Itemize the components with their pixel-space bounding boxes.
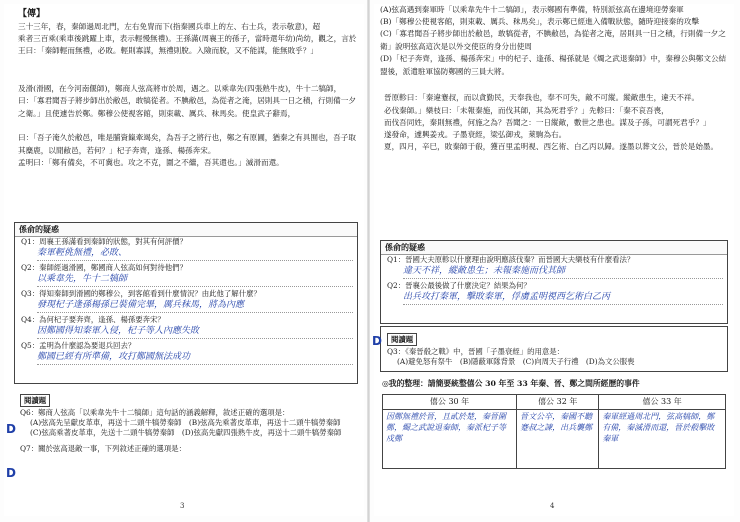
summary-cell: 因鄭無禮於晉，且貳於楚，秦晉圍鄭，燭之武說退秦師，秦派杞子等戍鄭 [383,410,517,469]
passage-line: 遂發命，遽興姜戎。子墨衰絰，梁弘御戎，萊駒為右。 [384,130,567,140]
reading-item: Q3：《秦晉殽之戰》中，晉國「子墨衰絰」的用意是： [387,347,565,356]
option-line: (C)「寡君聞吾子將步師出於敝邑，敢犒從者，不腆敝邑，為從者之淹，居則具一日之積，行則備一夕之衛」說明弦高這次是以外交使臣的身分出使周 [380,29,726,51]
handwritten-answer: 違天不祥，縱敵患生；未報秦施而伐其師 [403,265,723,279]
reading-tag: 閱讀題 [387,333,417,346]
handwritten-answer: 鄭國已經有所準備，攻打鄭國無法成功 [37,351,353,365]
reading-option: (A)避免怒有祭牛 (B)隱蔽軍隊背景 (C)向周天子行禮 (D)為文公服喪 [397,357,635,366]
question: Q2：晉襄公最後做了什麼決定？結果為何？ [387,281,531,290]
passage-line: 曰：「吾子淹久於敝邑，唯是脯資餼牽竭矣，為吾子之將行也，鄭之有原圃，猶秦之有具囿也，吾子取其麋鹿，以閒敝邑，若何？」杞子奔齊，逢孫、楊孫奔宋。 [18,133,356,155]
option-line: (B)「鄭穆公使視客館，則束載、厲兵、秣馬矣」，表示鄭已經進入備戰狀態，隨時迎接秦的攻擊 [380,17,700,27]
reading-option: (A)弦高先呈獻皮革車，再送十二頭牛犒勞秦師 (B)弦高先乘著皮革車，再送十二頭牛犒勞秦師 [30,418,341,427]
summary-col-header: 僖公 30 年 [383,395,517,410]
passage-line: 乘者三百乘(乘車後跳躍上車，表示輕慢無禮)。王孫滿(周襄王的孫子，當時還年幼)尚幼，觀之，言於王曰：「秦師輕而無禮，必敗。輕則寡謀，無禮則脫。入險而脫，又不能謀，能無敗乎？」 [18,34,357,56]
question: Q2：秦師經過滑國，鄭國商人弦高如何對待他們？ [21,263,187,272]
right-reading-box [380,326,728,372]
answer-mark: D [372,334,382,348]
box-title: 係俞的疑惑 [15,223,357,237]
question: Q4：為何杞子要奔齊，逢孫、楊孫要奔宋？ [21,315,165,324]
left-question-box [14,222,358,384]
question: Q1：周襄王孫滿看到秦師的狀態，對其有何評價？ [21,237,187,246]
left-page [4,4,364,516]
left-reading-box [14,388,356,496]
right-passage [384,92,728,166]
book-gutter [367,0,370,522]
answer-mark: D [6,466,16,480]
right-options [380,4,728,78]
passage-line: 晉原軫曰：「秦違蹇叔，而以貪勤民，天奉我也，奉不可失，敵不可縱。縱敵患生，違天不祥。 [384,93,700,103]
right-page [374,4,734,516]
question: Q3：得知秦師到滑國的鄭穆公，到客館看到什麼情況？由此他了解什麼？ [21,289,261,298]
box-title: 係俞的疑惑 [381,241,727,255]
page-number: 3 [180,502,185,510]
question: Q1：晉國大夫原軫以什麼理由說明應該伐秦？而晉國大夫欒枝有什麼看法？ [387,255,635,264]
passage-line: 曰：「寡君聞吾子將步師出於敝邑，敢犒從者。不腆敝邑，為從者之淹，居則具一日之積，行則備一夕之衛。」且使遽告於鄭。鄭穆公使視客館，則束載、厲兵、秣馬矣。使皇武子辭焉， [18,96,356,118]
passage-line: 夏，四月，辛巳，敗秦師于殽，獲百里孟明視、西乞術、白乙丙以歸。遂墨以葬文公，晉於是始墨。 [384,142,719,152]
passage-line: 三十三年，春，秦師過周北門，左右免冑而下(指秦國兵車上的左、右士兵，表示敬意)，超 [18,22,321,31]
reading-item: Q6：鄭商人弦高「以乘韋先牛十二犒師」這句話的涵義解釋，敘述正確的選項是： [20,408,290,417]
passage-line: 而伐吾同姓，秦則無禮，何施之為？吾聞之：一日縱敵，數世之患也。謀及子孫，可謂死君乎？」 [384,117,711,127]
handwritten-answer: 發現杞子逢孫楊孫已裝備完畢，厲兵秣馬，將為內應 [37,299,353,313]
handwritten-answer: 秦軍輕佻無禮，必敗、 [37,247,353,261]
passage-line: 必伐秦師。」欒枝曰：「未報秦施，而伐其師，其為死君乎？」先軫曰：「秦不哀吾喪， [384,105,669,115]
reading-tag: 閱讀題 [20,394,50,407]
right-question-box [380,240,728,324]
page-number: 4 [550,502,555,510]
option-line: (A)弦高遇到秦軍時「以乘韋先牛十二犒師」，表示鄭國有準備，特別派弦高在邊境迎勞秦軍 [380,5,684,14]
summary-table [382,394,726,469]
summary-cell: 晉文公卒，秦國不聽蹇叔之諫，出兵襲鄭 [517,410,599,469]
handwritten-answer: 因鄭國得知秦軍入侵，杞子等人內應失敗 [37,325,353,339]
question: Q5：孟明為什麼認為要退兵回去？ [21,341,136,350]
left-passage [18,21,358,170]
passage-line: 孟明曰：「鄭有備矣，不可冀也。攻之不克，圍之不繼，吾其還也。」滅滑而還。 [18,158,284,168]
reading-option: (C)弦高乘著皮革車，先送十二頭牛犒勞秦師 (D)弦高先獻四張熟牛皮，再送十二頭牛犒勞秦師 [30,428,342,437]
answer-mark: D [6,422,16,436]
summary-title: ◎我的整理：請簡要統整僖公 30 年至 33 年秦、晉、鄭之間所經歷的事件 [382,379,640,388]
summary-col-header: 僖公 32 年 [517,395,599,410]
option-line: (D)「杞子奔齊，逢孫、楊孫奔宋」中的杞子、逢孫、楊孫就是《燭之武退秦師》中，秦穆公與鄭文公結盟後，派遣駐軍協防鄭國的三員大將。 [380,54,727,76]
handwritten-answer: 以乘韋先，牛十二犒師 [37,273,353,287]
reading-item: Q7：關於弦高退敵一事，下列敘述正確的選項是： [20,444,186,453]
left-heading: 【傳】 [18,9,46,19]
handwritten-answer: 出兵攻打秦軍，擊敗秦軍，俘虜孟明視西乞術白乙丙 [403,291,723,305]
summary-col-header: 僖公 33 年 [599,395,726,410]
summary-cell: 秦軍經過周北門，弦高犒師，鄭有備，秦滅滑而還，晉於殽擊敗秦軍 [599,410,726,469]
passage-line: 及滑(滑國，在今河南偃師)，鄭商人弦高將市於周，遇之。以乘韋先(四張熟牛皮)，牛十二犒師， [18,84,342,94]
